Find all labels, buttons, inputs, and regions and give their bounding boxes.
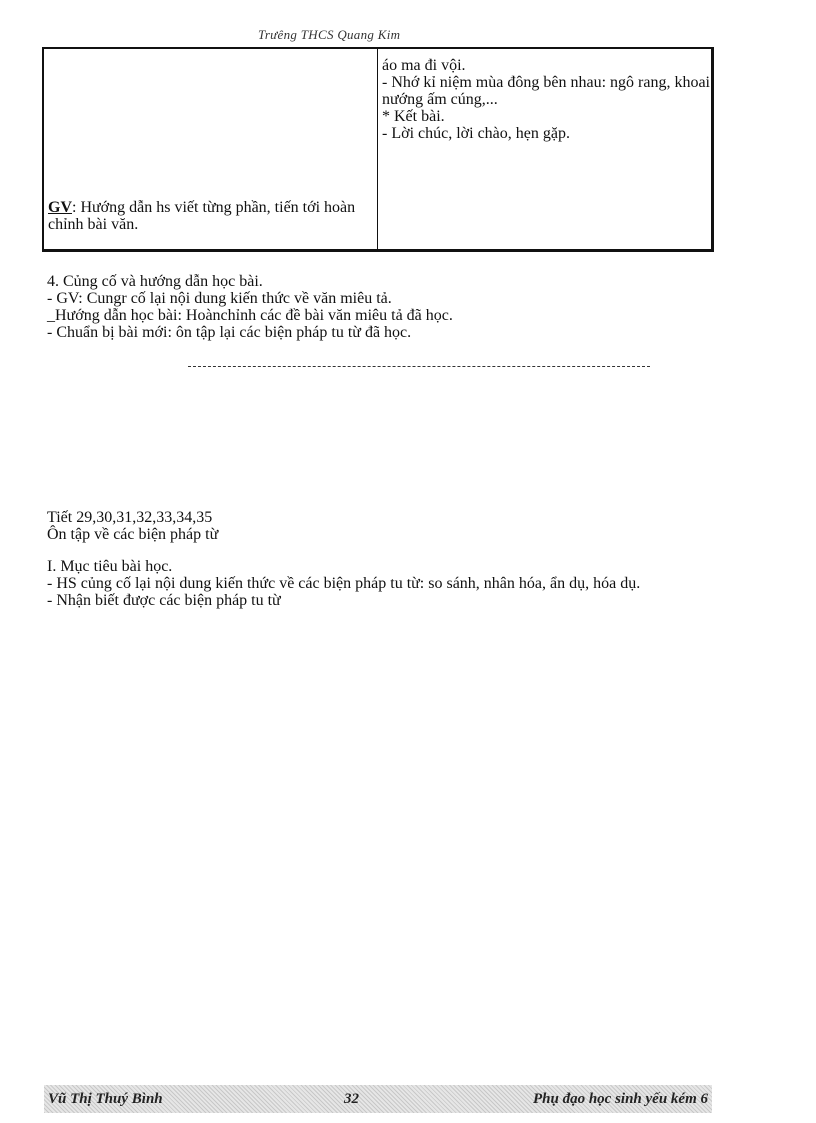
page-header: Trưêng THCS Quang Kim xyxy=(258,27,401,42)
footer-title: Phụ đạo học sinh yếu kém 6 xyxy=(532,1091,708,1107)
footer-author: Vũ Thị Thuý Bình xyxy=(48,1091,163,1107)
objectives-heading: I. Mục tiêu bài học. xyxy=(47,558,173,575)
section-heading: 4. Củng cố và hướng dẫn học bài. xyxy=(47,273,263,290)
content-line: - Lời chúc, lời chào, hẹn gặp. xyxy=(382,125,570,142)
content-line: áo ma đi vội. xyxy=(382,57,466,74)
section-line: - GV: Cungr cố lại nội dung kiến thức về văn miêu tả. xyxy=(47,290,392,307)
section-line: _Hướng dẫn học bài: Hoànchỉnh các đề bài văn miêu tả đã học. xyxy=(47,307,453,324)
content-line: - Nhớ kỉ niệm mùa đông bên nhau: ngô rang, khoai nướng ấm cúng,... xyxy=(382,74,710,108)
content-cell xyxy=(382,57,710,142)
lesson-title: Tiết 29,30,31,32,33,34,35 xyxy=(47,509,213,526)
section-line: - Chuẩn bị bài mới: ôn tập lại các biện pháp tu từ đã học. xyxy=(47,324,412,341)
objective-line: - HS củng cố lại nội dung kiến thức về các biện pháp tu từ: so sánh, nhân hóa, ẩn dụ, hóa dụ. xyxy=(47,575,641,592)
page-footer xyxy=(44,1085,712,1113)
column-divider xyxy=(377,49,378,249)
teacher-activity-cell xyxy=(48,199,368,233)
lesson-subtitle: Ôn tập về các biện pháp từ xyxy=(47,526,219,543)
gv-text: : Hướng dẫn hs viết từng phần, tiến tới hoàn chỉnh bài văn. xyxy=(48,199,356,233)
gv-instruction xyxy=(48,199,368,233)
footer-page-number: 32 xyxy=(344,1091,359,1107)
objective-line: - Nhận biết được các biện pháp tu từ xyxy=(47,592,281,609)
content-line: * Kết bài. xyxy=(382,108,445,125)
dashed-separator xyxy=(188,366,650,367)
gv-label: GV xyxy=(48,199,72,216)
lesson-section xyxy=(47,509,727,609)
consolidation-section xyxy=(47,273,727,341)
lesson-table xyxy=(42,47,714,252)
